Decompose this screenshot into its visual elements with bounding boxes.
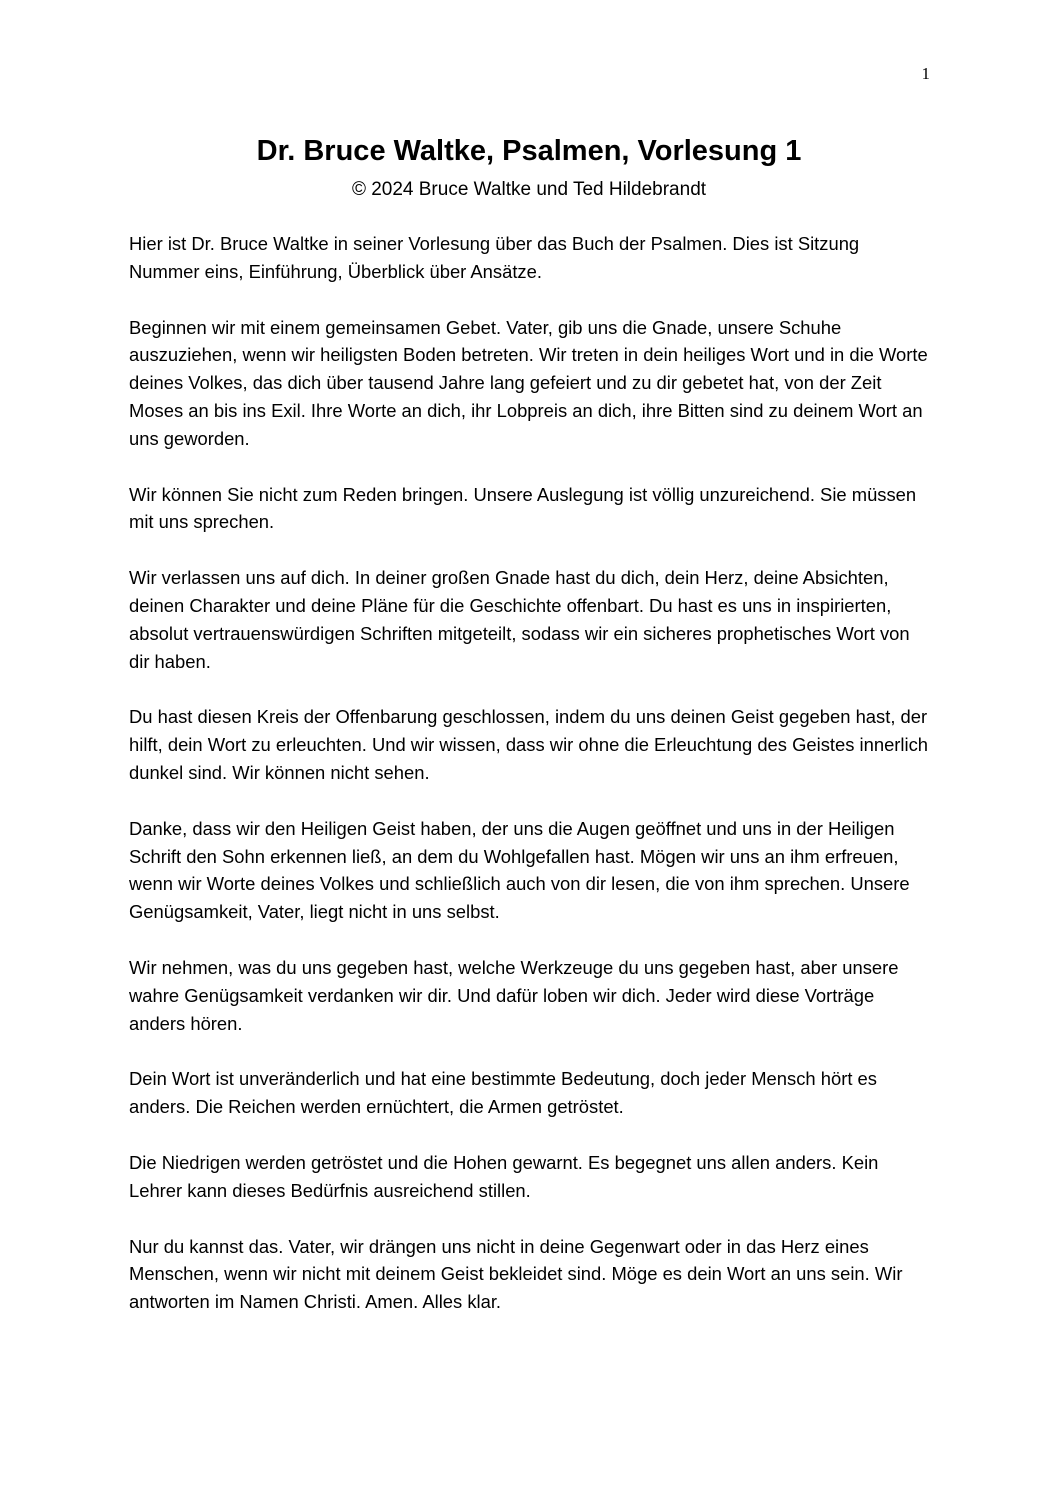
paragraph: Danke, dass wir den Heiligen Geist haben, der uns die Augen geöffnet und uns in der Heiligen Schrift den Sohn erkennen ließ, an dem du Wohlgefallen hast. Mögen wir uns an ihm erfreuen, wenn wir Worte deines Volkes und schließlich auch von dir lesen, die von ihm sprechen. Unsere Genügsamkeit, Vater, liegt nicht in uns selbst.	[129, 817, 910, 923]
page-number: 1	[921, 64, 930, 83]
paragraph: Nur du kannst das. Vater, wir drängen uns nicht in deine Gegenwart oder in das Herz eines Menschen, wenn wir nicht mit deinem Geist bekleidet sind. Möge es dein Wort an uns sein. Wir antworten im Namen Christi. Amen. Alles klar.	[129, 1235, 903, 1313]
paragraph: Wir nehmen, was du uns gegeben hast, welche Werkzeuge du uns gegeben hast, aber unsere wahre Genügsamkeit verdanken wir dir. Und dafür loben wir dich. Jeder wird diese Vorträge anders hören.	[129, 956, 899, 1034]
document-title: Dr. Bruce Waltke, Psalmen, Vorlesung 1	[256, 135, 802, 167]
copyright-line: © 2024 Bruce Waltke und Ted Hildebrandt	[351, 179, 707, 200]
paragraph: Dein Wort ist unveränderlich und hat eine bestimmte Bedeutung, doch jeder Mensch hört es anders. Die Reichen werden ernüchtert, die Armen getröstet.	[129, 1068, 877, 1118]
paragraph: Hier ist Dr. Bruce Waltke in seiner Vorlesung über das Buch der Psalmen. Dies ist Sitzung Nummer eins, Einführung, Überblick über Ansätze.	[129, 233, 860, 282]
document-body	[129, 230, 934, 1344]
paragraph: Wir können Sie nicht zum Reden bringen. Unsere Auslegung ist völlig unzureichend. Sie müssen mit uns sprechen.	[129, 483, 917, 533]
paragraph: Du hast diesen Kreis der Offenbarung geschlossen, indem du uns deinen Geist gegeben hast, der hilft, dein Wort zu erleuchten. Und wir wissen, dass wir ohne die Erleuchtung des Geistes innerlich dunkel sind. Wir können nicht sehen.	[129, 706, 929, 783]
paragraph: Die Niedrigen werden getröstet und die Hohen gewarnt. Es begegnet uns allen anders. Kein Lehrer kann dieses Bedürfnis ausreichend stillen.	[129, 1151, 879, 1201]
paragraph: Wir verlassen uns auf dich. In deiner großen Gnade hast du dich, dein Herz, deine Absichten, deinen Charakter und deine Pläne für die Geschichte offenbart. Du hast es uns in inspirierten, absolut vertrauenswürdigen Schriften mitgeteilt, sodass wir ein sicheres prophetisches Wort von dir haben.	[129, 567, 910, 672]
paragraph: Beginnen wir mit einem gemeinsamen Gebet. Vater, gib uns die Gnade, unsere Schuhe auszuziehen, wenn wir heiligsten Boden betreten. Wir treten in dein heiliges Wort und in die Worte deines Volkes, das dich über tausend Jahre lang gefeiert und zu dir gebetet hat, von der Zeit Moses an bis ins Exil. Ihre Worte an dich, ihr Lobpreis an dich, ihre Bitten sind zu deinem Wort an uns geworden.	[129, 316, 928, 449]
